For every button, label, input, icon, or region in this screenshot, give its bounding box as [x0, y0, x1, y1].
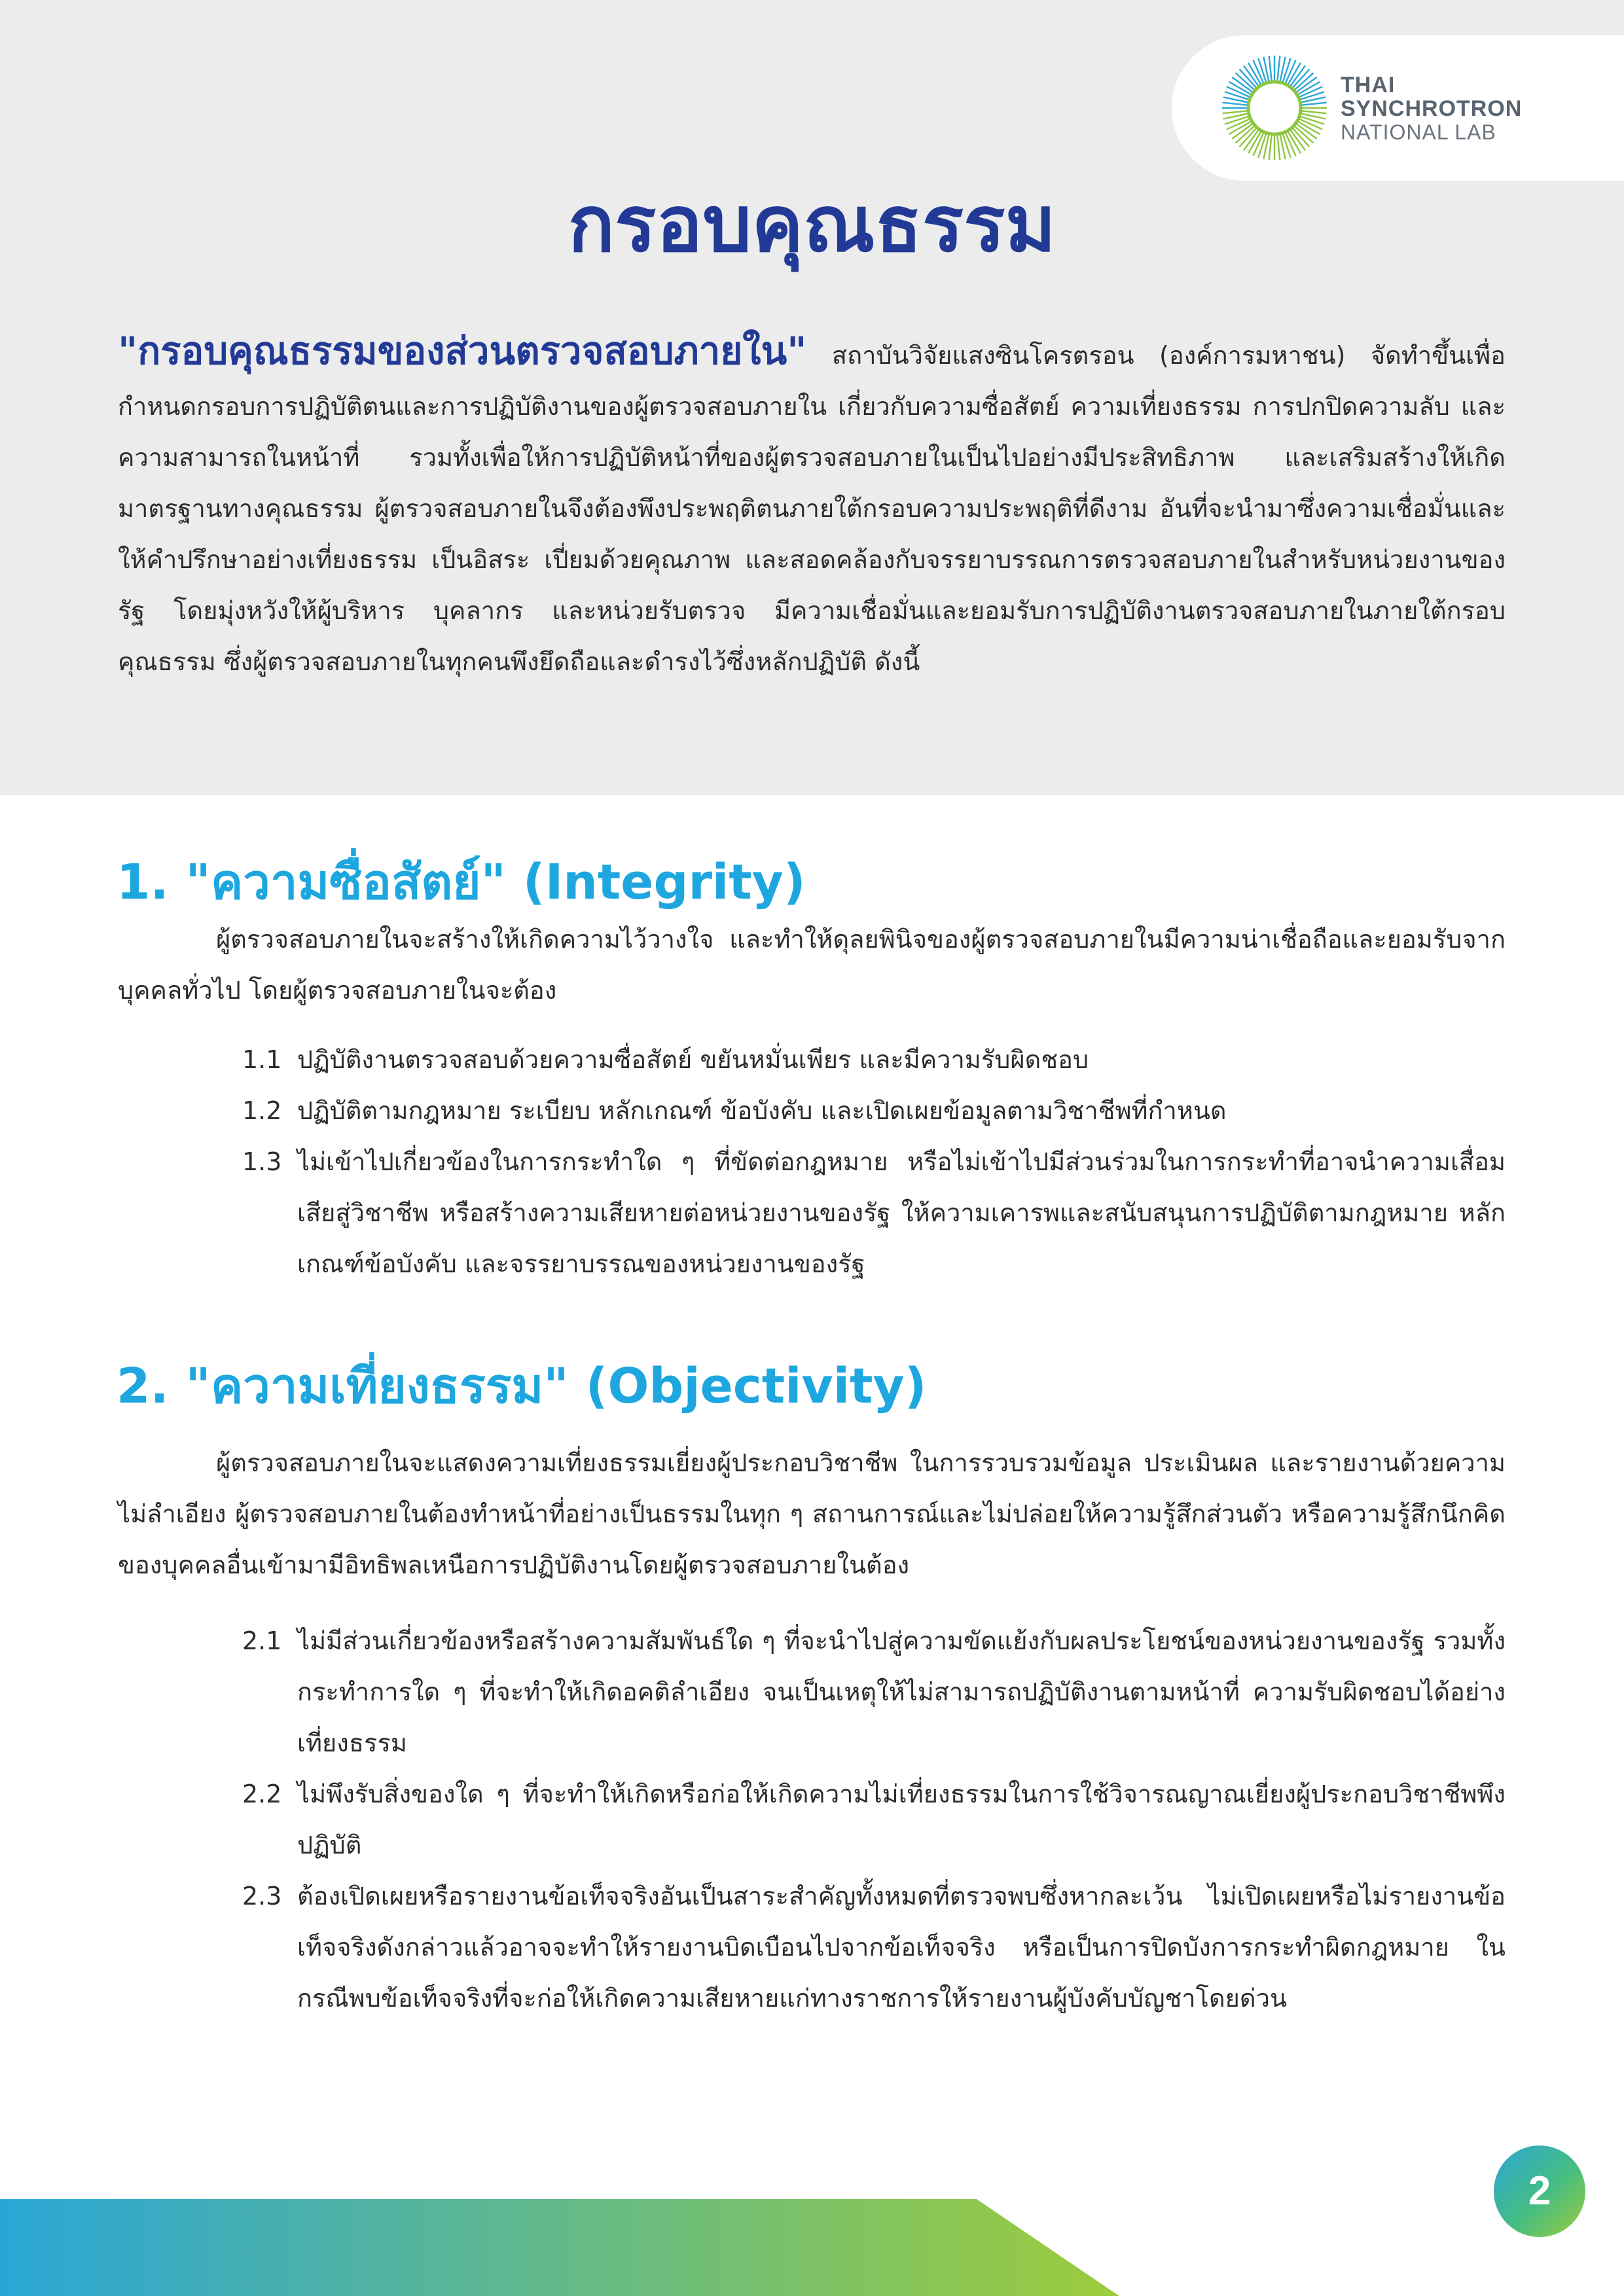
- item-number: 1.1: [242, 1045, 282, 1074]
- section-intro-integrity: ผู้ตรวจสอบภายในจะสร้างให้เกิดความไว้วางใจ และทำให้ดุลยพินิจของผู้ตรวจสอบภายในมีความน่าเชื่อถือและยอมรับจากบุคคลทั่วไป โดยผู้ตรวจสอบภายในจะต้อง: [118, 925, 1506, 1005]
- page-title: กรอบคุณธรรม: [568, 179, 1056, 269]
- list-item: [242, 1768, 1506, 1871]
- intro-body: สถาบันวิจัยแสงซินโครตรอน (องค์การมหาชน) จัดทำขึ้นเพื่อกำหนดกรอบการปฏิบัติตนและการปฏิบัติงานของผู้ตรวจสอบภายใน เกี่ยวกับความซื่อสัตย์ ความเที่ยงธรรม การปกปิดความลับ และความสามารถในหน้าที่ รวมทั้งเพื่อให้การปฏิบัติหน้าที่ของผู้ตรวจสอบภายในเป็นไปอย่างมีประสิทธิภาพ และเสริมสร้างให้เกิดมาตรฐานทางคุณธรรม ผู้ตรวจสอบภายในจึงต้องพึงประพฤติตนภายใต้กรอบความประพฤติที่ดีงาม อันที่จะนำมาซึ่งความเชื่อมั่นและให้คำปรึกษาอย่างเที่ยงธรรม เป็นอิสระ เปี่ยมด้วยคุณภาพ และสอดคล้องกับจรรยาบรรณการตรวจสอบภายในสำหรับหน่วยงานของรัฐ โดยมุ่งหวังให้ผู้บริหาร บุคลากร และหน่วยรับตรวจ มีความเชื่อมั่นและยอมรับการปฏิบัติงานตรวจสอบภายในภายใต้กรอบคุณธรรม ซึ่งผู้ตรวจสอบภายในทุกคนพึงยึดถือและดำรงไว้ซึ่งหลักปฏิบัติ ดังนี้: [118, 341, 1506, 676]
- item-text: ปฏิบัติตามกฎหมาย ระเบียบ หลักเกณฑ์ ข้อบังคับ และเปิดเผยข้อมูลตามวิชาชีพที่กำหนด: [297, 1096, 1227, 1125]
- logo: [1172, 35, 1624, 181]
- item-text: ไม่มีส่วนเกี่ยวข้องหรือสร้างความสัมพันธ์ใด ๆ ที่จะนำไปสู่ความขัดแย้งกับผลประโยชน์ของหน่วยงานของรัฐ รวมทั้งกระทำการใด ๆ ที่จะทำให้เกิดอคติลำเอียง จนเป็นเหตุให้ไม่สามารถปฏิบัติงานตามหน้าที่ ความรับผิดชอบได้อย่างเที่ยงธรรม: [297, 1626, 1506, 1757]
- section-heading-integrity: 1. "ความซื่อสัตย์" (Integrity): [117, 854, 806, 910]
- logo-line-national-lab: NATIONAL LAB: [1341, 120, 1496, 144]
- page-number-badge: 2: [1494, 2145, 1585, 2237]
- intro-lead: "กรอบคุณธรรมของส่วนตรวจสอบภายใน": [118, 329, 807, 373]
- list-item: [242, 1085, 1506, 1136]
- objectivity-list: [242, 1615, 1506, 2024]
- item-text: ไม่เข้าไปเกี่ยวข้องในการกระทำใด ๆ ที่ขัดต่อกฎหมาย หรือไม่เข้าไปมีส่วนร่วมในการกระทำที่อาจนำความเสื่อมเสียสู่วิชาชีพ หรือสร้างความเสียหายต่อหน่วยงานของรัฐ ให้ความเคารพและสนับสนุนการปฏิบัติตามกฎหมาย หลักเกณฑ์ข้อบังคับ และจรรยาบรรณของหน่วยงานของรัฐ: [297, 1147, 1506, 1278]
- logo-line-thai: THAI: [1341, 73, 1396, 98]
- item-text: ปฏิบัติงานตรวจสอบด้วยความซื่อสัตย์ ขยันหมั่นเพียร และมีความรับผิดชอบ: [297, 1045, 1089, 1074]
- item-number: 2.3: [242, 1882, 282, 1910]
- item-number: 1.3: [242, 1147, 282, 1176]
- section-intro-objectivity: ผู้ตรวจสอบภายในจะแสดงความเที่ยงธรรมเยี่ยงผู้ประกอบวิชาชีพ ในการรวบรวมข้อมูล ประเมินผล และรายงานด้วยความไม่ลำเอียง ผู้ตรวจสอบภายในต้องทำหน้าที่อย่างเป็นธรรมในทุก ๆ สถานการณ์และไม่ปล่อยให้ความรู้สึกส่วนตัว หรือความรู้สึกนึกคิดของบุคคลอื่นเข้ามามีอิทธิพลเหนือการปฏิบัติงานโดยผู้ตรวจสอบภายในต้อง: [118, 1448, 1506, 1579]
- footer-gradient-strip: [0, 2199, 1119, 2296]
- item-number: 2.1: [242, 1626, 282, 1655]
- item-number: 1.2: [242, 1096, 282, 1125]
- integrity-list: [242, 1034, 1506, 1289]
- list-item: [242, 1136, 1506, 1289]
- list-item: [242, 1034, 1506, 1085]
- logo-wordmark: [1341, 73, 1522, 144]
- intro-paragraph: [118, 325, 1506, 687]
- section-heading-objectivity: 2. "ความเที่ยงธรรม" (Objectivity): [117, 1358, 927, 1414]
- list-item: [242, 1871, 1506, 2024]
- logo-line-synchrotron: SYNCHROTRON: [1341, 96, 1523, 121]
- item-text: ไม่พึงรับสิ่งของใด ๆ ที่จะทำให้เกิดหรือก่อให้เกิดความไม่เที่ยงธรรมในการใช้วิจารณญาณเยี่ยงผู้ประกอบวิชาชีพพึงปฏิบัติ: [297, 1780, 1506, 1859]
- item-number: 2.2: [242, 1780, 282, 1808]
- synchrotron-logo-icon: [1220, 54, 1329, 162]
- list-item: [242, 1615, 1506, 1768]
- item-text: ต้องเปิดเผยหรือรายงานข้อเท็จจริงอันเป็นสาระสำคัญทั้งหมดที่ตรวจพบซึ่งหากละเว้น ไม่เปิดเผยหรือไม่รายงานข้อเท็จจริงดังกล่าวแล้วอาจจะทำให้รายงานบิดเบือนไปจากข้อเท็จจริง หรือเป็นการปิดบังการกระทำผิดกฎหมาย ในกรณีพบข้อเท็จจริงที่จะก่อให้เกิดความเสียหายแก่ทางราชการให้รายงานผู้บังคับบัญชาโดยด่วน: [297, 1882, 1506, 2013]
